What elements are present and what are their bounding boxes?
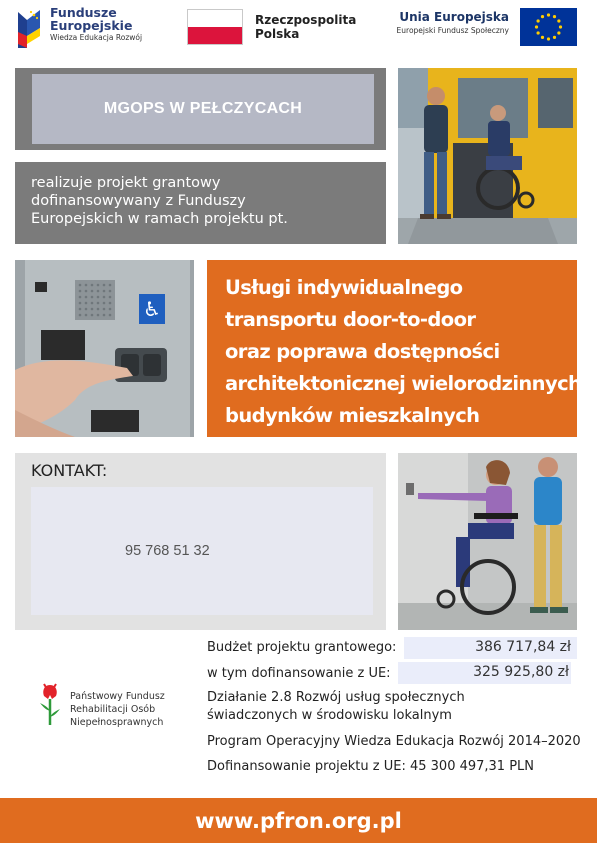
bus-ramp-photo [398, 68, 577, 244]
elevator-button-photo [15, 260, 194, 437]
fundusze-europejskie-logo-icon [14, 6, 42, 48]
contact-details-box [31, 487, 373, 615]
contact-label: KONTAKT: [31, 461, 108, 480]
wheelchair-woman-photo [398, 453, 577, 630]
contact-panel [15, 453, 386, 630]
project-title-line-3: oraz poprawa dostępności [225, 340, 500, 363]
project-title-line-1: Usługi indywidualnego [225, 276, 463, 299]
ue-title: Unia Europejska [399, 10, 509, 24]
footer-bar [0, 798, 597, 843]
project-title-panel [207, 260, 582, 437]
project-title-line-4: architektonicznej wielorodzinnych [225, 372, 582, 395]
pfron-line-3: Niepełnosprawnych [70, 717, 164, 728]
budget-total-value: 386 717,84 zł [475, 639, 571, 655]
ue-fund-name: Europejski Fundusz Społeczny [396, 26, 509, 35]
measure-line-2: świadczonych w środowisku lokalnym [207, 708, 452, 723]
intro-text [31, 174, 370, 228]
unia-europejska-label [397, 10, 509, 37]
organization-panel [15, 68, 386, 150]
organization-name: MGOPS W PEŁCZYCACH [103, 100, 303, 117]
intro-line-1: realizuje projekt grantowy [31, 175, 221, 191]
pfron-name [70, 690, 165, 729]
budget-eu-label: w tym dofinansowanie z UE: [207, 666, 391, 681]
fe-program-name: Wiedza Edukacja Rozwój [50, 33, 143, 42]
project-title-line-5: budynków mieszkalnych [225, 404, 480, 427]
contact-phone[interactable]: 95 768 51 32 [125, 543, 210, 559]
eu-flag-icon [520, 8, 577, 46]
measure-line-1: Działanie 2.8 Rozwój usług społecznych [207, 690, 465, 705]
pfron-line-1: Państwowy Fundusz [70, 691, 165, 702]
fundusze-europejskie-label [50, 6, 142, 44]
intro-line-2: dofinansowywany z Funduszy [31, 193, 246, 209]
pfron-line-2: Rehabilitacji Osób [70, 704, 156, 715]
rzeczpospolita-polska-label [255, 13, 356, 41]
budget-total-label: Budżet projektu grantowego: [207, 640, 397, 655]
pfron-logo-icon [38, 681, 62, 727]
measure-description [207, 689, 465, 725]
organization-name-box [32, 74, 374, 144]
cofinancing-total: Dofinansowanie projektu z UE: 45 300 497,31 PLN [207, 759, 535, 774]
fe-title-line-1: Fundusze [50, 5, 117, 20]
logo-bar [0, 0, 597, 60]
rp-line-1: Rzeczpospolita [255, 13, 357, 27]
intro-line-3: Europejskich w ramach projektu pt. [31, 211, 288, 227]
website-link[interactable]: www.pfron.org.pl [195, 808, 402, 833]
poland-flag-icon [187, 9, 243, 45]
intro-panel [15, 162, 386, 244]
rp-line-2: Polska [255, 27, 300, 41]
budget-eu-value: 325 925,80 zł [473, 664, 569, 680]
project-title-line-2: transportu door-to-door [225, 308, 476, 331]
svg-text:♿: ♿ [143, 297, 161, 321]
fe-title-line-2: Europejskie [50, 18, 133, 33]
program-name: Program Operacyjny Wiedza Edukacja Rozwój 2014–2020 [207, 734, 581, 749]
